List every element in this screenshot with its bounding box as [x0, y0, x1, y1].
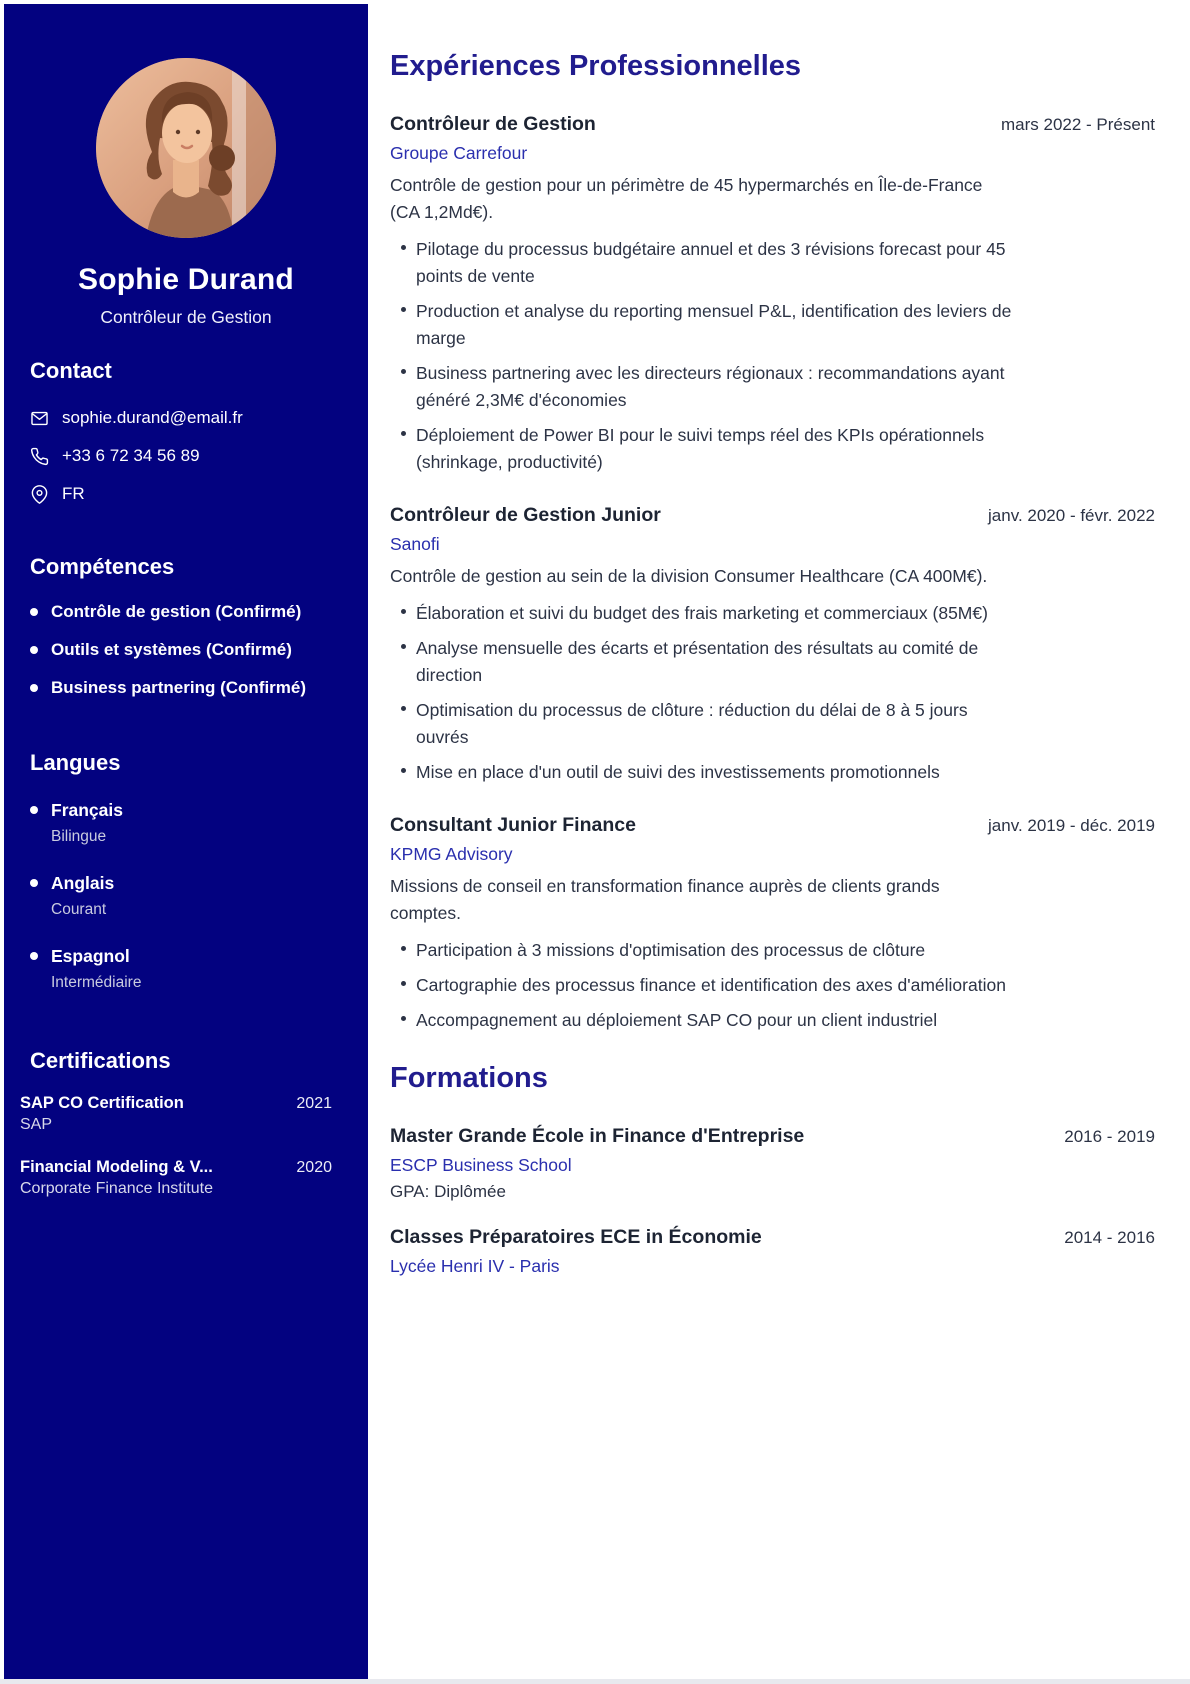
education-school: ESCP Business School	[390, 1155, 572, 1175]
language-item	[30, 946, 342, 992]
job-company: Sanofi	[390, 534, 440, 554]
job-entry	[390, 504, 1155, 786]
page-bottom-edge	[0, 1679, 1190, 1684]
contact-phone-text: +33 6 72 34 56 89	[62, 446, 200, 465]
education-degree: Classes Préparatoires ECE in Économie	[390, 1226, 762, 1248]
certification-year: 2020	[296, 1159, 332, 1176]
skills-heading: Compétences	[30, 554, 175, 579]
skill-item	[30, 640, 342, 660]
job-dates: mars 2022 - Présent	[1000, 115, 1155, 134]
job-bullet: Élaboration et suivi du budget des frais marketing et commerciaux (85M€)	[390, 600, 1012, 627]
bullet-dot-icon	[30, 879, 38, 887]
contact-email-text: sophie.durand@email.fr	[62, 408, 243, 427]
job-bullet-list	[390, 937, 1012, 1034]
job-bullet: Business partnering avec les directeurs régionaux : recommandations ayant généré 2,3M€ d'économies	[390, 360, 1012, 414]
job-bullet: Cartographie des processus finance et identification des axes d'amélioration	[390, 972, 1012, 999]
job-bullet: Mise en place d'un outil de suivi des investissements promotionnels	[390, 759, 1012, 786]
bullet-dot-icon	[30, 646, 38, 654]
certification-issuer: SAP	[20, 1116, 53, 1133]
job-bullet: Participation à 3 missions d'optimisation des processus de clôture	[390, 937, 1012, 964]
certification-year: 2021	[296, 1095, 332, 1112]
languages-heading: Langues	[30, 750, 121, 775]
bullet-dot-icon	[30, 608, 38, 616]
job-title: Consultant Junior Finance	[390, 814, 636, 836]
candidate-title: Contrôleur de Gestion	[100, 307, 272, 327]
education-dates: 2016 - 2019	[1064, 1127, 1155, 1146]
job-summary: Missions de conseil en transformation finance auprès de clients grands comptes.	[390, 876, 940, 923]
education-dates: 2014 - 2016	[1064, 1228, 1155, 1247]
contact-email	[30, 408, 342, 428]
language-item	[30, 800, 342, 846]
certifications-list	[20, 1094, 332, 1198]
job-bullet: Accompagnement au déploiement SAP CO pour un client industriel	[390, 1007, 1012, 1034]
job-entry	[390, 113, 1155, 476]
language-level: Courant	[51, 901, 107, 918]
job-title: Contrôleur de Gestion	[390, 113, 596, 135]
job-dates: janv. 2019 - déc. 2019	[988, 816, 1155, 835]
job-bullet-list	[390, 236, 1012, 476]
certification-item	[20, 1094, 332, 1134]
bullet-dot-icon	[30, 952, 38, 960]
language-item	[30, 873, 342, 919]
contact-location	[30, 484, 342, 504]
contact-phone	[30, 446, 342, 466]
job-title: Contrôleur de Gestion Junior	[390, 504, 661, 526]
location-pin-icon	[30, 485, 49, 504]
phone-icon	[30, 447, 49, 466]
job-summary: Contrôle de gestion pour un périmètre de 45 hypermarchés en Île-de-France (CA 1,2Md€).	[390, 175, 983, 222]
job-dates: janv. 2020 - févr. 2022	[988, 506, 1155, 525]
skill-item	[30, 602, 342, 622]
job-entry	[390, 814, 1155, 1034]
experience-section-heading: Expériences Professionnelles	[390, 50, 802, 82]
contact-list	[30, 408, 342, 504]
profile-photo	[96, 58, 276, 238]
job-bullet: Production et analyse du reporting mensuel P&L, identification des leviers de marge	[390, 298, 1012, 352]
job-bullet: Optimisation du processus de clôture : réduction du délai de 8 à 5 jours ouvrés	[390, 697, 1012, 751]
skill-label: Business partnering (Confirmé)	[51, 678, 307, 697]
education-school: Lycée Henri IV - Paris	[390, 1256, 560, 1276]
skills-list	[30, 602, 342, 698]
education-degree: Master Grande École in Finance d'Entreprise	[390, 1125, 805, 1147]
education-entry	[390, 1125, 1155, 1202]
job-company: Groupe Carrefour	[390, 143, 528, 163]
job-bullet: Analyse mensuelle des écarts et présentation des résultats au comité de direction	[390, 635, 1012, 689]
certifications-heading: Certifications	[30, 1048, 171, 1073]
resume-main	[368, 4, 1186, 1679]
language-level: Intermédiaire	[51, 974, 142, 991]
bullet-dot-icon	[30, 806, 38, 814]
job-company: KPMG Advisory	[390, 844, 513, 864]
language-name: Anglais	[51, 873, 115, 893]
job-bullet: Déploiement de Power BI pour le suivi temps réel des KPIs opérationnels (shrinkage, productivité)	[390, 422, 1012, 476]
certification-name: Financial Modeling & V...	[20, 1158, 213, 1176]
skill-label: Contrôle de gestion (Confirmé)	[51, 602, 302, 621]
candidate-name: Sophie Durand	[78, 263, 294, 296]
certification-issuer: Corporate Finance Institute	[20, 1180, 213, 1197]
languages-list	[30, 800, 342, 992]
education-section-heading: Formations	[390, 1062, 548, 1094]
job-bullet: Pilotage du processus budgétaire annuel et des 3 révisions forecast pour 45 points de vente	[390, 236, 1012, 290]
certification-item	[20, 1158, 332, 1198]
language-level: Bilingue	[51, 828, 107, 845]
language-name: Français	[51, 800, 123, 820]
job-summary: Contrôle de gestion au sein de la division Consumer Healthcare (CA 400M€).	[390, 566, 988, 586]
profile-photo-illustration	[96, 58, 276, 238]
contact-heading: Contact	[30, 358, 112, 383]
job-bullet-list	[390, 600, 1012, 786]
education-gpa: GPA: Diplômée	[390, 1182, 506, 1201]
sidebar	[4, 4, 368, 1679]
contact-location-text: FR	[62, 484, 85, 503]
skill-item	[30, 678, 342, 698]
education-entry	[390, 1226, 1155, 1277]
certification-name: SAP CO Certification	[20, 1094, 184, 1112]
skill-label: Outils et systèmes (Confirmé)	[51, 640, 292, 659]
language-name: Espagnol	[51, 946, 130, 966]
envelope-icon	[30, 409, 49, 428]
bullet-dot-icon	[30, 684, 38, 692]
